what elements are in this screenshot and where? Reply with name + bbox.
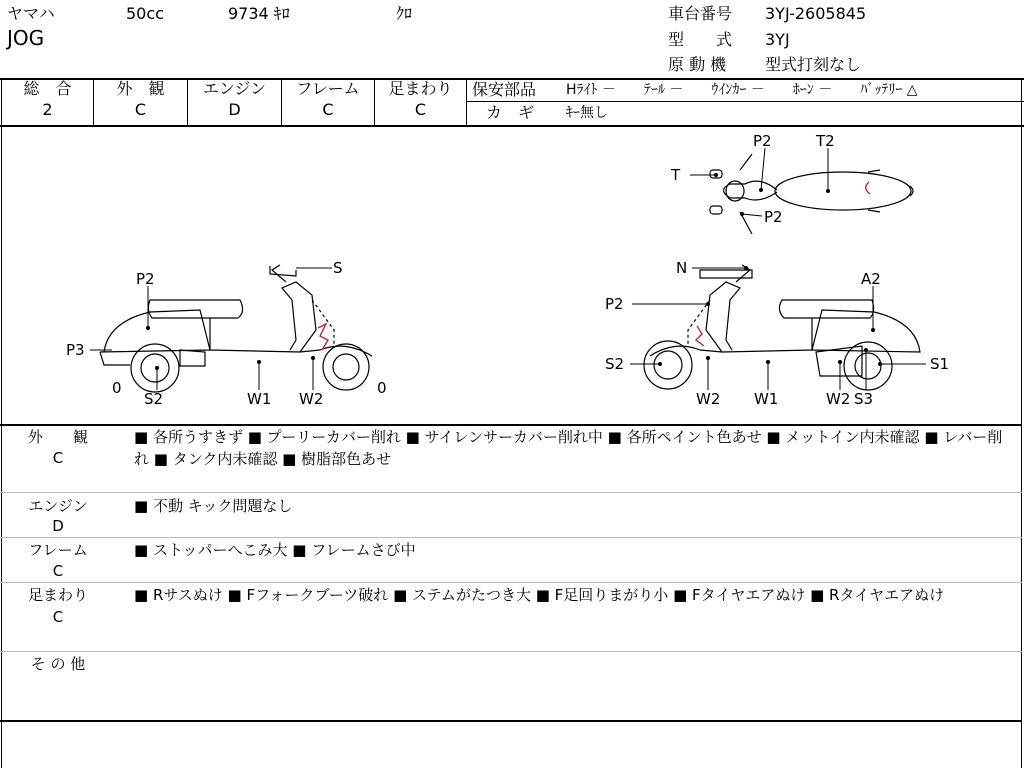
engine-value: 型式打刻なし	[765, 55, 862, 74]
grade-label: エンジン	[202, 79, 267, 98]
section-text: ■ Rサスぬけ ■ Fフォークブーツ破れ ■ ステムがたつき大 ■ F足回りまがり小 ■ Fタイヤエアぬけ ■ Rタイヤエアぬけ	[134, 586, 945, 604]
section-text: ■ 不動 キック問題なし	[134, 497, 293, 515]
grade-label: 総 合	[23, 79, 72, 98]
diagram-label: W1	[754, 390, 779, 408]
displacement: 50cc	[126, 4, 164, 23]
divider	[466, 78, 467, 126]
section-grade: C	[52, 449, 64, 467]
safety-label: 保安部品	[472, 80, 537, 99]
diagram-label: S2	[605, 355, 625, 373]
damage-mark	[866, 182, 870, 194]
diagram-label: S1	[930, 355, 950, 373]
section-grade: D	[52, 517, 64, 535]
diagram-label: N	[676, 259, 688, 277]
grade-label: 外 観	[116, 79, 165, 98]
key-label: カ ギ	[486, 103, 535, 122]
frame-no-label: 車台番号	[668, 4, 733, 23]
type-value: 3YJ	[765, 30, 790, 49]
section-grade: C	[52, 562, 64, 580]
damage-mark	[696, 326, 704, 346]
maker: ヤマハ	[7, 4, 55, 23]
model-name: JOG	[7, 26, 45, 50]
section-title: エンジン	[28, 497, 88, 515]
diagram-label: 0	[377, 379, 387, 397]
diagram-label: T	[671, 166, 681, 184]
section-grade: C	[52, 608, 64, 626]
diagram-label: W1	[247, 390, 272, 408]
grade-label: フレーム	[296, 79, 360, 98]
mileage: 9734 ｷﾛ	[228, 4, 290, 23]
section-text: ■ ストッパーへこみ大 ■ フレームさび中	[134, 541, 416, 559]
diagram-label: S3	[854, 390, 874, 408]
section-title: 足まわり	[27, 586, 88, 604]
diagram-label: W2	[299, 390, 324, 408]
diagram-label: P2	[753, 132, 772, 150]
scooter-diagram	[0, 127, 1022, 425]
diagram-label: T2	[816, 132, 835, 150]
section-title: 外 観	[27, 428, 88, 446]
diagram-label: A2	[861, 270, 881, 288]
diagram-label: P2	[764, 208, 783, 226]
diagram-label: S2	[144, 390, 164, 408]
safety-items: Hﾗｲﾄ － ﾃｰﾙ － ｳｲﾝｶｰ － ﾎｰﾝ － ﾊﾞｯﾃﾘｰ △	[566, 82, 918, 98]
divider	[0, 492, 1022, 493]
diagram-label: W2	[696, 390, 721, 408]
scooter-top-view	[710, 154, 913, 234]
grade-value: 2	[42, 100, 53, 119]
type-label: 型 式	[668, 30, 733, 49]
diagram-label: W2	[826, 390, 851, 408]
engine-label: 原 動 機	[668, 55, 727, 74]
diagram-label: S	[333, 259, 343, 277]
frame-no: 3YJ-2605845	[765, 4, 867, 23]
grade-value: C	[134, 100, 147, 119]
divider	[0, 537, 1022, 538]
divider	[0, 720, 1022, 722]
diagram-label: 0	[112, 379, 122, 397]
grade-value: C	[322, 100, 334, 119]
grade-label: 足まわり	[388, 79, 453, 98]
color: ｸﾛ	[396, 4, 413, 23]
divider	[0, 651, 1022, 652]
grade-value: C	[414, 100, 427, 119]
divider	[466, 101, 1024, 102]
divider	[0, 582, 1022, 583]
diagram-label: P2	[136, 270, 155, 288]
diagram-label: P3	[66, 341, 85, 359]
section-title: フレーム	[28, 541, 88, 559]
grade-value: D	[228, 100, 241, 119]
damage-mark	[318, 324, 328, 350]
diagram-label: P2	[605, 295, 624, 313]
key-value: ｷｰ無し	[566, 105, 608, 121]
section-text: ■ 各所うすきず ■ プーリーカバー削れ ■ サイレンサーカバー削れ中 ■ 各所ペイント色あせ ■ メットイン内未確認 ■ レバー削れ ■ タンク内未確認 ■ 樹脂部色あせ	[134, 428, 1003, 468]
section-title: そ の 他	[30, 655, 86, 673]
